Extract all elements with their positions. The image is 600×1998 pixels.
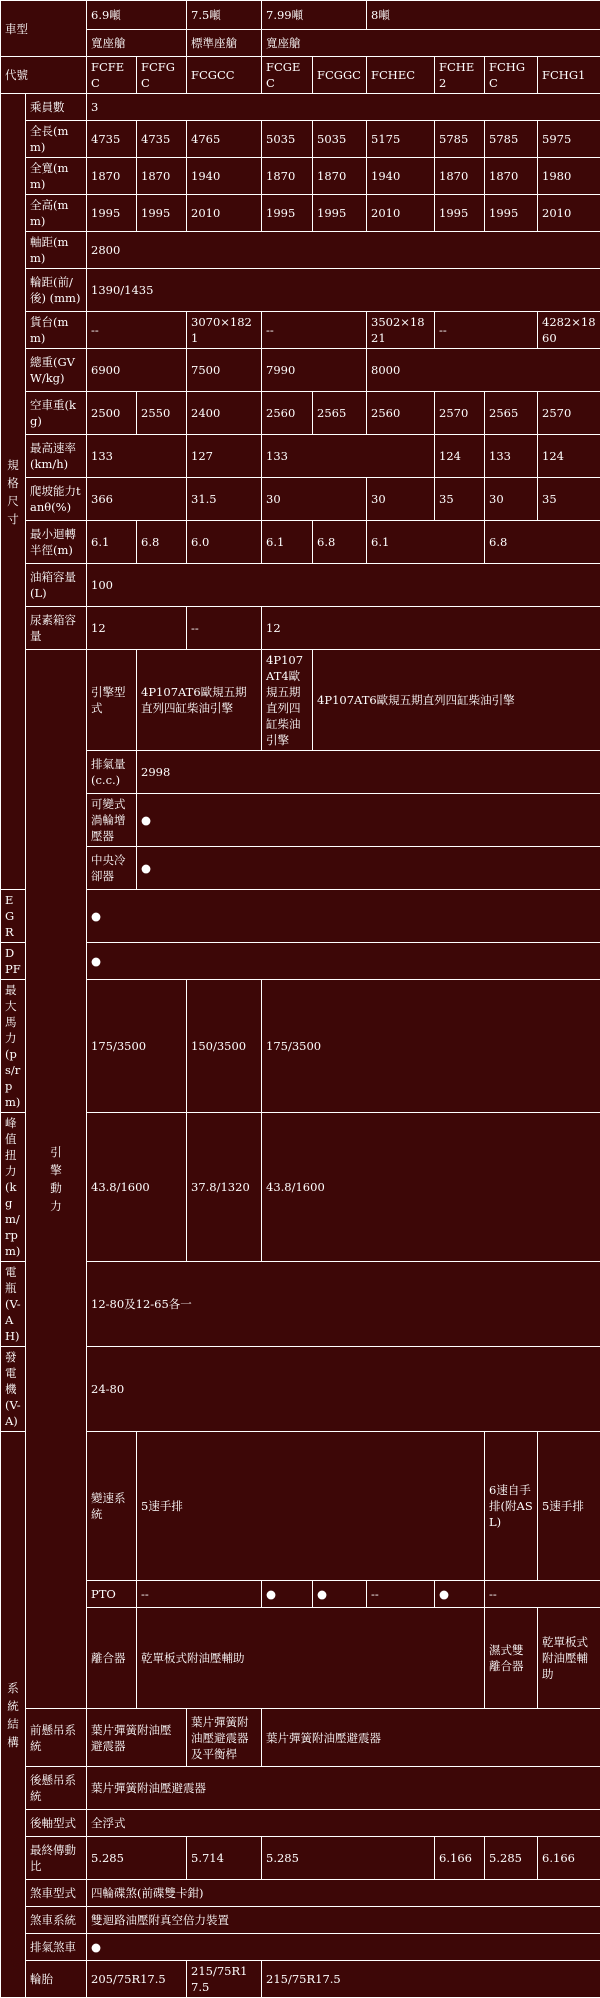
row-label: 輪胎 [26,1961,87,1998]
cell-value: 1995 [485,195,538,232]
row-label: 電瓶(V-AH) [1,1262,26,1347]
cell-value: 5785 [485,121,538,158]
cell-value: 5速手排 [538,1432,600,1581]
row-brake-type [1,1880,600,1907]
row-label: 後懸吊系統 [26,1767,87,1810]
row-fuel-tank [1,564,600,607]
row-length [1,121,600,158]
cell-value: 2998 [137,751,600,794]
row-label: 全寬(mm) [26,158,87,195]
cell-value: 1940 [367,158,435,195]
cell-value: 6.166 [538,1837,600,1880]
row-track [1,269,600,312]
category-engine: 引擎動力 [26,650,87,1709]
cell-value: ● [137,847,600,890]
row-label: 峰值扭力(kgm/rpm) [1,1113,26,1262]
header-row-code [1,57,600,94]
header-wide-cab-2: 寬座艙 [262,30,600,57]
cell-value: 366 [87,478,187,521]
header-type-label: 車型 [1,1,87,57]
cell-value: -- [262,312,367,349]
cell-value: 1995 [137,195,187,232]
cell-value: 133 [87,435,187,478]
cell-value: 6.0 [187,521,262,564]
row-gvw [1,349,600,392]
cell-value: ● [313,1581,367,1608]
cell-value: 6.1 [87,521,137,564]
cell-value: 2800 [87,232,600,269]
model-code: FCGGC [313,57,367,94]
row-label: 最終傳動比 [26,1837,87,1880]
cell-value: ● [262,1581,313,1608]
row-clutch [1,1608,600,1709]
row-max-torque [1,1113,600,1262]
row-displacement [1,751,600,794]
cell-value: 4P107AT6歐規五期直列四缸柴油引擎 [313,650,600,751]
cell-value: 127 [187,435,262,478]
cell-value: 7990 [262,349,367,392]
row-label: 變速系統 [87,1432,137,1581]
cell-value: 濕式雙離合器 [485,1608,538,1709]
cell-value: ● [137,794,600,847]
row-label: 發電機(V-A) [1,1347,26,1432]
row-label: 可變式渦輪增壓器 [87,794,137,847]
cell-value: ● [87,943,600,980]
row-label: 最高速率(km/h) [26,435,87,478]
cell-value: 35 [435,478,485,521]
cell-value: 175/3500 [262,980,600,1113]
cell-value: 葉片彈簧附油壓避震器及平衡桿 [187,1709,262,1767]
cell-value: 2400 [187,392,262,435]
cell-value: 1870 [262,158,313,195]
cell-value: -- [87,312,187,349]
cell-value: 2500 [87,392,137,435]
cell-value: 2010 [538,195,600,232]
cell-value: 1870 [485,158,538,195]
header-code-label: 代號 [1,57,87,94]
row-label: DPF [1,943,26,980]
cell-value: -- [137,1581,262,1608]
row-label: 煞車型式 [26,1880,87,1907]
cell-value: 1995 [87,195,137,232]
cell-value: 2570 [538,392,600,435]
cell-value: 1390/1435 [87,269,600,312]
row-transmission [1,1432,600,1581]
row-label: 油箱容量(L) [26,564,87,607]
cell-value: 1995 [435,195,485,232]
row-intercooler [1,847,600,890]
cell-value: 5035 [313,121,367,158]
cell-value: 5175 [367,121,435,158]
cell-value: 6.166 [435,1837,485,1880]
row-cargo-bed [1,312,600,349]
row-pto [1,1581,600,1608]
cell-value: 43.8/1600 [87,1113,187,1262]
cell-value: 1870 [137,158,187,195]
row-width [1,158,600,195]
cell-value: 2570 [435,392,485,435]
row-label: 前懸吊系統 [26,1709,87,1767]
cell-value: 124 [435,435,485,478]
model-code: FCHG1 [538,57,600,94]
cell-value: 四輪碟煞(前碟雙卡鉗) [87,1880,600,1907]
cell-value: 6.1 [367,521,485,564]
header-wide-cab: 寬座艙 [87,30,187,57]
row-rear-axle [1,1810,600,1837]
cell-value: 4P107AT4歐規五期直列四缸柴油引擎 [262,650,313,751]
header-8t: 8噸 [367,1,600,30]
cell-value: 43.8/1600 [262,1113,600,1262]
row-wheelbase [1,232,600,269]
row-urea-tank [1,607,600,650]
cell-value: 30 [367,478,435,521]
cell-value: 1870 [87,158,137,195]
row-vgt [1,794,600,847]
model-code: FCFEC [87,57,137,94]
cell-value: 124 [538,435,600,478]
cell-value: ● [87,1934,600,1961]
row-label: 空車重(kg) [26,392,87,435]
row-label: 軸距(mm) [26,232,87,269]
cell-value: 6速自手排(附ASL) [485,1432,538,1581]
cell-value: 5.714 [187,1837,262,1880]
header-row-cab [1,30,600,57]
cell-value: 1995 [262,195,313,232]
row-dpf [1,943,600,980]
row-label: 輪距(前/後) (mm) [26,269,87,312]
row-label: 最小迴轉半徑(m) [26,521,87,564]
row-label: 貨台(mm) [26,312,87,349]
cell-value: 2010 [187,195,262,232]
row-label: 中央冷卻器 [87,847,137,890]
row-label: 引擎型式 [87,650,137,751]
cell-value: -- [187,607,262,650]
model-code: FCHGC [485,57,538,94]
row-brake-system [1,1907,600,1934]
cell-value: 5975 [538,121,600,158]
row-battery [1,1262,600,1347]
cell-value: 葉片彈簧附油壓避震器 [262,1709,600,1767]
row-turning-radius [1,521,600,564]
row-egr [1,890,600,943]
cell-value: 1940 [187,158,262,195]
cell-value: 150/3500 [187,980,262,1113]
category-spec: 規格尺寸 [1,94,26,890]
cell-value: 葉片彈簧附油壓避震器 [87,1709,187,1767]
cell-value: 7500 [187,349,262,392]
row-label: 爬坡能力tanθ(%) [26,478,87,521]
row-label: 全高(mm) [26,195,87,232]
row-max-power [1,980,600,1113]
row-rear-suspension [1,1767,600,1810]
model-code: FCFGC [137,57,187,94]
cell-value: 4735 [87,121,137,158]
row-label: PTO [87,1581,137,1608]
cell-value: 6.8 [313,521,367,564]
category-system: 系統結構 [1,1432,26,1998]
header-6-9t: 6.9噸 [87,1,187,30]
cell-value: ● [87,890,600,943]
cell-value: 葉片彈簧附油壓避震器 [87,1767,600,1810]
cell-value: 4282×1860 [538,312,600,349]
row-engine-type [1,650,600,751]
cell-value: 乾單板式附油壓輔助 [137,1608,485,1709]
cell-value: 3 [87,94,600,121]
row-front-suspension [1,1709,600,1767]
row-label: 煞車系統 [26,1907,87,1934]
cell-value: 3502×1821 [367,312,435,349]
row-kerb-weight [1,392,600,435]
row-label: 離合器 [87,1608,137,1709]
row-label: 乘員數 [26,94,87,121]
cell-value: 2565 [313,392,367,435]
header-std-cab: 標準座艙 [187,30,262,57]
cell-value: 6.8 [485,521,600,564]
cell-value: 6.8 [137,521,187,564]
cell-value: 4765 [187,121,262,158]
cell-value: 2560 [367,392,435,435]
cell-value: -- [435,312,538,349]
cell-value: 12-80及12-65各一 [87,1262,600,1347]
model-code: FCHEC [367,57,435,94]
cell-value: 5.285 [485,1837,538,1880]
cell-value: 6900 [87,349,187,392]
cell-value: 30 [485,478,538,521]
cell-value: 30 [262,478,367,521]
row-height [1,195,600,232]
cell-value: 205/75R17.5 [87,1961,187,1998]
cell-value: 175/3500 [87,980,187,1113]
header-row-type [1,1,600,30]
header-7-99t: 7.99噸 [262,1,367,30]
row-label: 最大馬力(ps/rpm) [1,980,26,1113]
cell-value: 5785 [435,121,485,158]
cell-value: ● [435,1581,485,1608]
cell-value: 37.8/1320 [187,1113,262,1262]
cell-value: 2550 [137,392,187,435]
cell-value: 5速手排 [137,1432,485,1581]
model-code: FCGEC [262,57,313,94]
cell-value: 5035 [262,121,313,158]
model-code: FCGCC [187,57,262,94]
cell-value: -- [485,1581,600,1608]
cell-value: 3070×1821 [187,312,262,349]
cell-value: 2010 [367,195,435,232]
row-label: 排氣煞車 [26,1934,87,1961]
cell-value: 1980 [538,158,600,195]
cell-value: 133 [485,435,538,478]
row-final-ratio [1,1837,600,1880]
cell-value: 215/75R17.5 [262,1961,600,1998]
row-max-speed [1,435,600,478]
cell-value: 2565 [485,392,538,435]
row-label: EGR [1,890,26,943]
cell-value: 全浮式 [87,1810,600,1837]
cell-value: 4735 [137,121,187,158]
cell-value: 12 [262,607,600,650]
row-label: 全長(mm) [26,121,87,158]
cell-value: 31.5 [187,478,262,521]
cell-value: 8000 [367,349,600,392]
header-7-5t: 7.5噸 [187,1,262,30]
cell-value: 2560 [262,392,313,435]
row-label: 總重(GVW/kg) [26,349,87,392]
row-gradeability [1,478,600,521]
cell-value: 5.285 [87,1837,187,1880]
cell-value: 35 [538,478,600,521]
row-exhaust-brake [1,1934,600,1961]
row-label: 尿素箱容量 [26,607,87,650]
row-alternator [1,1347,600,1432]
cell-value: 133 [262,435,435,478]
cell-value: 5.285 [262,1837,435,1880]
row-tires [1,1961,600,1998]
cell-value: 12 [87,607,187,650]
cell-value: 100 [87,564,600,607]
cell-value: 6.1 [262,521,313,564]
cell-value: 1870 [313,158,367,195]
row-label: 後軸型式 [26,1810,87,1837]
cell-value: 1995 [313,195,367,232]
row-passengers [1,94,600,121]
cell-value: 24-80 [87,1347,600,1432]
cell-value: 1870 [435,158,485,195]
cell-value: 215/75R17.5 [187,1961,262,1998]
row-label: 排氣量(c.c.) [87,751,137,794]
cell-value: -- [367,1581,435,1608]
model-code: FCHE2 [435,57,485,94]
cell-value: 4P107AT6歐規五期直列四缸柴油引擎 [137,650,262,751]
cell-value: 雙迴路油壓附真空倍力裝置 [87,1907,600,1934]
cell-value: 乾單板式附油壓輔助 [538,1608,600,1709]
